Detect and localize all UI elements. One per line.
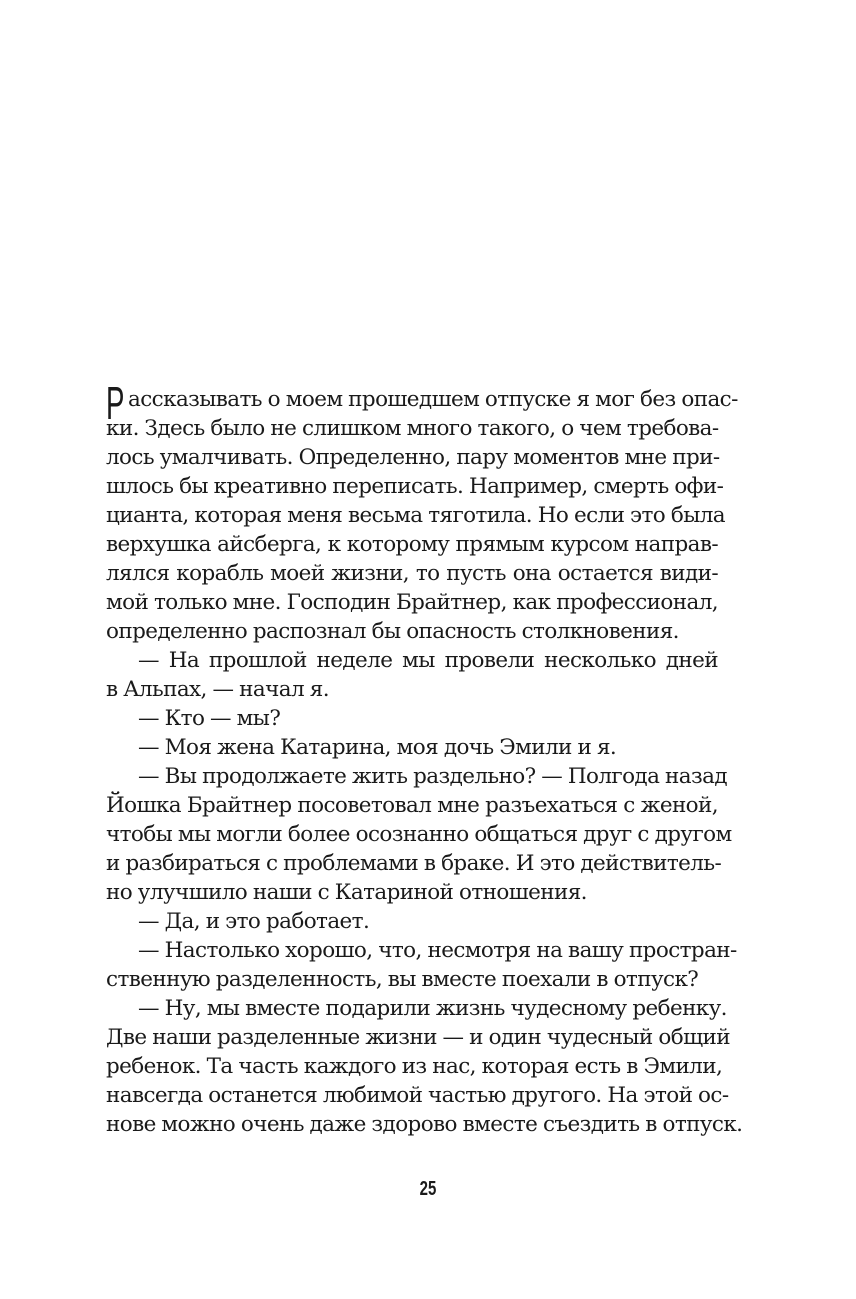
text-line: цианта, которая меня весьма тяготила. Но если это была: [106, 503, 726, 528]
text-line: верхушка айсберга, к которому прямым курсом направ-: [106, 532, 718, 557]
text-line: ребенок. Та часть каждого из нас, которая есть в Эмили,: [106, 1054, 723, 1079]
text-line: ственную разделенность, вы вместе поехали в отпуск?: [106, 967, 699, 992]
text-line-content: ассказывать о моем прошедшем отпуске я мог без опас-: [128, 387, 738, 412]
text-line: — Да, и это работает.: [138, 909, 370, 934]
text-line: определенно распознал бы опасность столкновения.: [106, 619, 679, 644]
text-line: навсегда останется любимой частью другого. На этой ос-: [106, 1083, 729, 1108]
text-line: — Кто — мы?: [138, 706, 281, 731]
text-line: но улучшило наши с Катариной отношения.: [106, 880, 587, 905]
drop-cap: Р: [106, 377, 125, 429]
text-line: нове можно очень даже здорово вместе съездить в отпуск.: [106, 1112, 743, 1137]
text-line: — Ну, мы вместе подарили жизнь чудесному ребенку.: [138, 996, 727, 1021]
text-line: лось умалчивать. Определенно, пару моментов мне при-: [106, 445, 720, 470]
text-line: — Моя жена Катарина, моя дочь Эмили и я.: [138, 735, 617, 760]
text-line: Йошка Брайтнер посоветовал мне разъехаться с женой,: [106, 793, 718, 818]
text-line: лялся корабль моей жизни, то пусть она остается види-: [106, 561, 718, 586]
text-line: в Альпах, — начал я.: [106, 677, 329, 702]
page-number: 25: [419, 1178, 437, 1200]
text-line: ки. Здесь было не слишком много такого, о чем требова-: [106, 416, 719, 441]
text-line: мой только мне. Господин Брайтнер, как профессионал,: [106, 590, 718, 615]
text-line: чтобы мы могли более осознанно общаться друг с другом: [106, 822, 732, 847]
text-line: Две наши разделенные жизни — и один чудесный общий: [106, 1025, 730, 1050]
text-line: шлось бы креативно переписать. Например, смерть офи-: [106, 474, 724, 499]
text-line: и разбираться с проблемами в браке. И это действитель-: [106, 851, 722, 876]
body-text: [106, 377, 743, 1139]
text-line: — Вы продолжаете жить раздельно? — Полгода назад: [138, 764, 727, 789]
text-line: — Настолько хорошо, что, несмотря на вашу простран-: [138, 938, 737, 963]
text-line: — На прошлой неделе мы провели несколько дней: [138, 648, 718, 673]
